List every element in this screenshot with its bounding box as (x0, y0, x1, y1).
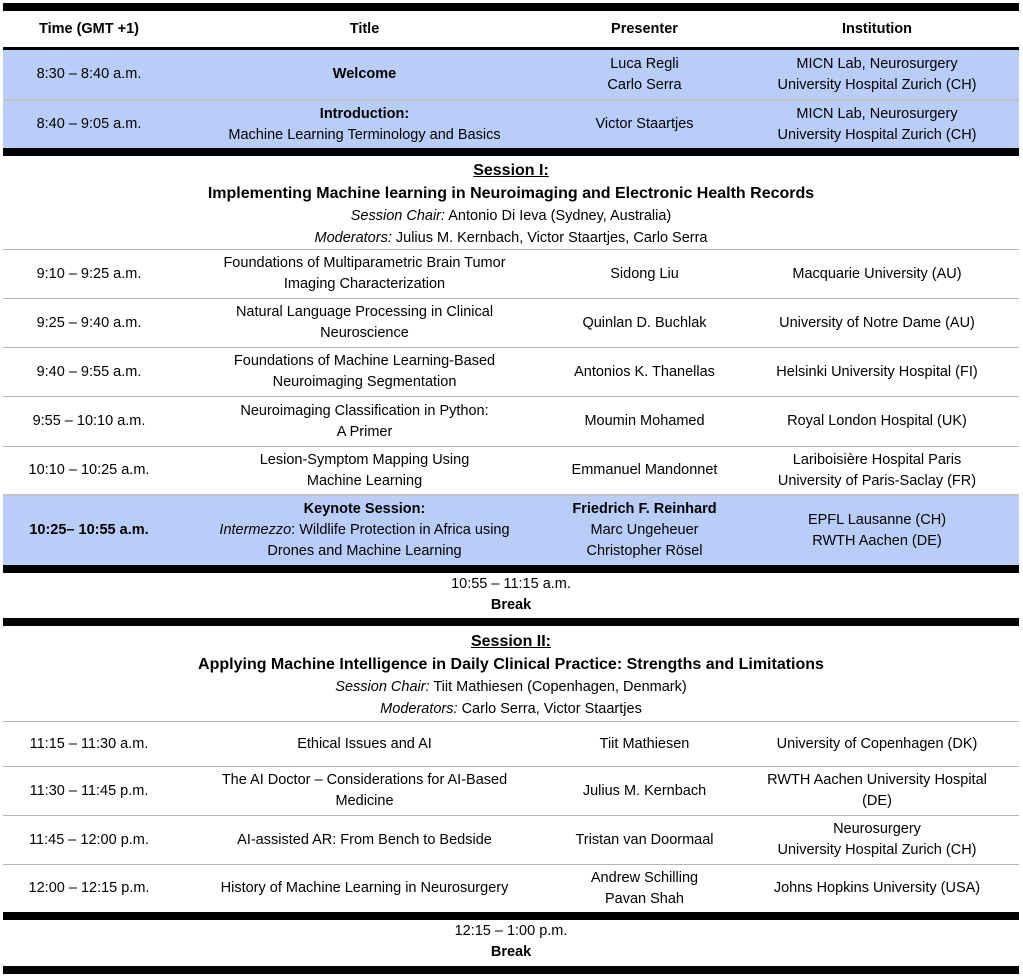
row-presenter (554, 496, 735, 565)
institution-line: University Hospital Zurich (CH) (777, 76, 977, 93)
row-time: 9:10 – 9:25 a.m. (36, 265, 142, 282)
session-1-moderators (3, 227, 1019, 249)
title-main: Introduction: (319, 105, 410, 122)
break-1 (3, 574, 1019, 616)
break-label: Break (490, 597, 532, 613)
institution-line: MICN Lab, Neurosurgery (796, 55, 958, 72)
row-title (175, 397, 554, 446)
row-time: 11:15 – 11:30 a.m. (29, 735, 149, 752)
presenter-name: Friedrich F. Reinhard (572, 501, 717, 517)
table-row (3, 722, 1019, 766)
title-line: Drones and Machine Learning (267, 543, 462, 559)
row-title: Ethical Issues and AI (297, 735, 432, 752)
bottom-rule (3, 966, 1019, 974)
row-institution (735, 101, 1019, 148)
session-2-label: Session II: (470, 633, 552, 650)
keynote-row (3, 496, 1019, 565)
session-1-label: Session I: (473, 162, 549, 179)
presenter-name: Luca Regli (610, 55, 679, 72)
row-time: 12:00 – 12:15 p.m. (28, 880, 150, 896)
header-title: Title (349, 20, 380, 37)
row-institution: University of Copenhagen (DK) (776, 735, 978, 752)
row-title (175, 250, 554, 298)
moderators-label: Moderators: (380, 701, 458, 717)
row-presenter: Emmanuel Mandonnet (571, 462, 718, 478)
row-presenter: Quinlan D. Buchlak (582, 314, 707, 331)
row-time: 8:30 – 8:40 a.m. (36, 66, 142, 82)
row-institution (735, 447, 1019, 494)
break-time: 10:55 – 11:15 a.m. (451, 576, 571, 592)
institution-line: Neurosurgery (833, 821, 921, 837)
table-row (3, 397, 1019, 446)
header-institution: Institution (841, 20, 913, 37)
row-presenter (554, 50, 735, 99)
row-institution (735, 816, 1019, 864)
table-row (3, 348, 1019, 396)
row-presenter: Moumin Mohamed (584, 413, 705, 429)
row-title (175, 101, 554, 148)
title-line: Foundations of Machine Learning-Based (233, 353, 496, 369)
presenter-name: Pavan Shah (604, 890, 684, 907)
row-presenter: Sidong Liu (610, 265, 679, 282)
institution-line: University of Paris-Saclay (FR) (777, 472, 977, 489)
table-row (3, 816, 1019, 864)
row-presenter: Tiit Mathiesen (599, 735, 690, 752)
row-presenter: Tristan van Doormaal (575, 831, 714, 848)
table-row (3, 299, 1019, 347)
institution-line: Lariboisière Hospital Paris (792, 451, 962, 468)
row-presenter (554, 865, 735, 912)
table-row (3, 865, 1019, 912)
break-2 (3, 921, 1019, 963)
session-2-header (3, 630, 1019, 720)
row-institution (735, 767, 1019, 815)
row-institution (735, 496, 1019, 565)
title-line: Foundations of Multiparametric Brain Tumor (223, 255, 506, 271)
title-line: Machine Learning (306, 472, 423, 489)
row-title (175, 447, 554, 494)
row-time: 11:45 – 12:00 p.m. (29, 831, 149, 848)
institution-line: EPFL Lausanne (CH) (807, 511, 947, 528)
session-1-chair (3, 205, 1019, 227)
table-row (3, 101, 1019, 148)
row-presenter: Antonios K. Thanellas (574, 363, 715, 380)
institution-line: University Hospital Zurich (CH) (777, 126, 977, 143)
chair-name: Antonio Di Ieva (Sydney, Australia) (445, 208, 672, 224)
session-2-chair (3, 676, 1019, 698)
row-time: 10:10 – 10:25 a.m. (28, 462, 150, 478)
keynote-subtitle (219, 520, 509, 541)
title-sub: Machine Learning Terminology and Basics (228, 126, 501, 143)
row-institution: Helsinki University Hospital (FI) (776, 363, 978, 380)
row-title: Welcome (332, 66, 397, 82)
row-presenter: Victor Staartjes (595, 116, 694, 132)
chair-name: Tiit Mathiesen (Copenhagen, Denmark) (429, 679, 687, 695)
row-time: 10:25– 10:55 a.m. (29, 522, 149, 538)
row-time: 11:30 – 11:45 p.m. (29, 782, 149, 799)
title-line: Neuroimaging Classification in Python: (240, 402, 489, 419)
row-institution: Johns Hopkins University (USA) (773, 880, 981, 896)
row-title (175, 348, 554, 396)
row-title (175, 299, 554, 347)
top-rule (3, 3, 1019, 11)
session-1-title: Implementing Machine learning in Neuroimaging and Electronic Health Records (207, 185, 815, 202)
session-1-header (3, 159, 1019, 249)
chair-label: Session Chair: (350, 208, 446, 224)
section-rule (3, 565, 1019, 573)
table-row (3, 250, 1019, 298)
row-time: 8:40 – 9:05 a.m. (36, 116, 142, 132)
row-time: 9:25 – 9:40 a.m. (36, 314, 142, 331)
presenter-name: Andrew Schilling (590, 869, 699, 886)
presenter-name: Christopher Rösel (586, 543, 703, 559)
table-row (3, 447, 1019, 494)
moderators-label: Moderators: (314, 230, 392, 246)
chair-label: Session Chair: (335, 679, 430, 695)
row-time: 9:40 – 9:55 a.m. (36, 363, 142, 380)
institution-line: MICN Lab, Neurosurgery (796, 105, 958, 122)
presenter-name: Carlo Serra (607, 76, 682, 93)
institution-line: (DE) (862, 793, 892, 809)
title-line: A Primer (336, 423, 393, 440)
session-2-moderators (3, 698, 1019, 720)
row-institution: University of Notre Dame (AU) (779, 314, 975, 331)
row-time: 9:55 – 10:10 a.m. (32, 413, 146, 429)
section-rule (3, 148, 1019, 156)
table-row (3, 50, 1019, 99)
row-presenter: Julius M. Kernbach (582, 782, 707, 799)
row-title (175, 496, 554, 565)
row-title (175, 767, 554, 815)
institution-line: University Hospital Zurich (CH) (777, 842, 977, 858)
title-line: Imaging Characterization (283, 276, 446, 292)
header-time: Time (GMT +1) (38, 20, 140, 37)
intermezzo-label: Intermezzo (219, 522, 292, 538)
session-2-title: Applying Machine Intelligence in Daily Clinical Practice: Strengths and Limitations (198, 656, 824, 673)
section-rule (3, 618, 1019, 626)
title-line: The AI Doctor – Considerations for AI-Based (221, 772, 508, 788)
row-title: History of Machine Learning in Neurosurgery (220, 880, 509, 896)
break-time: 12:15 – 1:00 p.m. (454, 923, 568, 939)
intermezzo-text: : Wildlife Protection in Africa using (291, 522, 510, 538)
institution-line: RWTH Aachen University Hospital (767, 772, 987, 788)
title-line: Natural Language Processing in Clinical (235, 304, 494, 320)
title-line: Neuroscience (320, 325, 409, 341)
row-institution: Macquarie University (AU) (792, 265, 962, 282)
moderators-names: Julius M. Kernbach, Victor Staartjes, Carlo Serra (391, 230, 708, 246)
title-line: Lesion-Symptom Mapping Using (259, 451, 470, 468)
table-row (3, 767, 1019, 815)
row-title: AI-assisted AR: From Bench to Bedside (237, 831, 492, 848)
title-line: Neuroimaging Segmentation (272, 374, 457, 390)
table-header (3, 11, 1019, 47)
section-rule (3, 912, 1019, 920)
keynote-title: Keynote Session: (303, 501, 426, 517)
title-line: Medicine (335, 793, 394, 809)
header-presenter: Presenter (611, 20, 678, 37)
institution-line: RWTH Aachen (DE) (812, 532, 942, 549)
row-institution (735, 50, 1019, 99)
moderators-names: Carlo Serra, Victor Staartjes (457, 701, 642, 717)
presenter-name: Marc Ungeheuer (590, 522, 699, 538)
break-label: Break (490, 944, 532, 960)
row-institution: Royal London Hospital (UK) (787, 413, 967, 429)
